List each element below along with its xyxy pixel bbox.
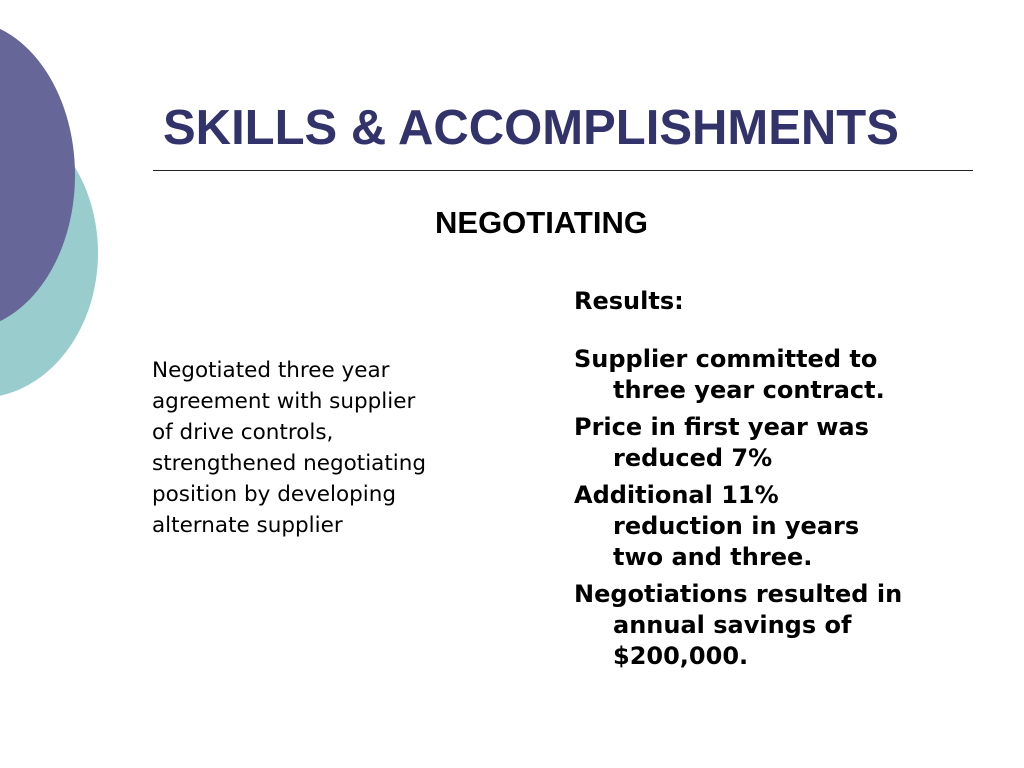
section-subheading: NEGOTIATING bbox=[435, 205, 648, 240]
result-item bbox=[574, 579, 1014, 672]
results-heading: Results: bbox=[574, 287, 684, 315]
result-line: reduction in years bbox=[613, 512, 860, 540]
result-line: Additional 11% bbox=[574, 481, 779, 509]
result-line: three year contract. bbox=[613, 376, 885, 404]
description-line: Negotiated three year bbox=[152, 358, 390, 383]
result-item bbox=[574, 412, 1014, 474]
results-list bbox=[574, 344, 1014, 678]
description-text bbox=[152, 355, 492, 541]
description-line: of drive controls, bbox=[152, 420, 334, 445]
result-line: Price in first year was bbox=[574, 413, 869, 441]
result-line: Negotiations resulted in bbox=[574, 580, 903, 608]
description-line: position by developing bbox=[152, 482, 397, 507]
title-divider bbox=[153, 170, 973, 171]
description-line: agreement with supplier bbox=[152, 389, 416, 414]
description-line: strengthened negotiating bbox=[152, 451, 427, 476]
result-line: annual savings of bbox=[613, 611, 852, 639]
result-line: reduced 7% bbox=[613, 444, 773, 472]
description-line: alternate supplier bbox=[152, 513, 343, 538]
slide-title: SKILLS & ACCOMPLISHMENTS bbox=[163, 101, 899, 155]
result-item bbox=[574, 344, 1014, 406]
result-item bbox=[574, 480, 1014, 573]
result-line: $200,000. bbox=[613, 642, 749, 670]
result-line: two and three. bbox=[613, 543, 813, 571]
result-line: Supplier committed to bbox=[574, 345, 878, 373]
